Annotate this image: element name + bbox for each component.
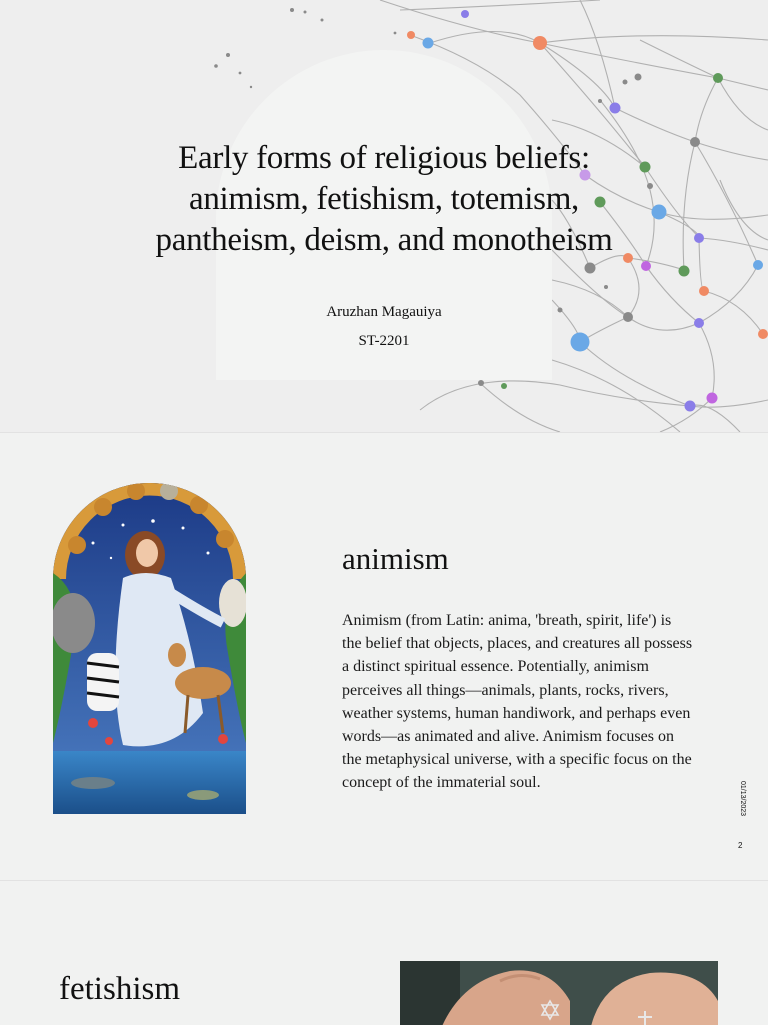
presentation-title [90,138,678,261]
footer-date: 01/13/2023 [739,781,746,817]
title-line: pantheism, deism, and monotheism [155,222,613,258]
title-line: animism, fetishism, totemism, [188,181,580,217]
slide-heading: fetishism [59,971,180,1007]
hands-photo [400,961,718,1025]
slide-body-text: Animism (from Latin: anima, 'breath, spirit, life') is the belief that objects, places, and creatures all possess a distinct spiritual essence. Potentially, animism perceives all things—animals, plants, rocks, rivers, weather systems, human handiwork, and perhaps even words—as animated and alive. Animism focuses on the metaphysical universe, with a specific focus on the concept of the immaterial soul. [342,612,693,792]
author-name: Aruzhan Magauiya [326,304,442,320]
title-slide [0,0,768,432]
page-number: 2 [738,841,743,850]
animism-illustration [53,483,246,814]
fetishism-slide [0,880,768,1025]
animism-slide [0,432,768,881]
title-line: Early forms of religious beliefs: [178,140,590,176]
slide-heading: animism [342,541,449,576]
group-code: ST-2201 [358,333,410,349]
